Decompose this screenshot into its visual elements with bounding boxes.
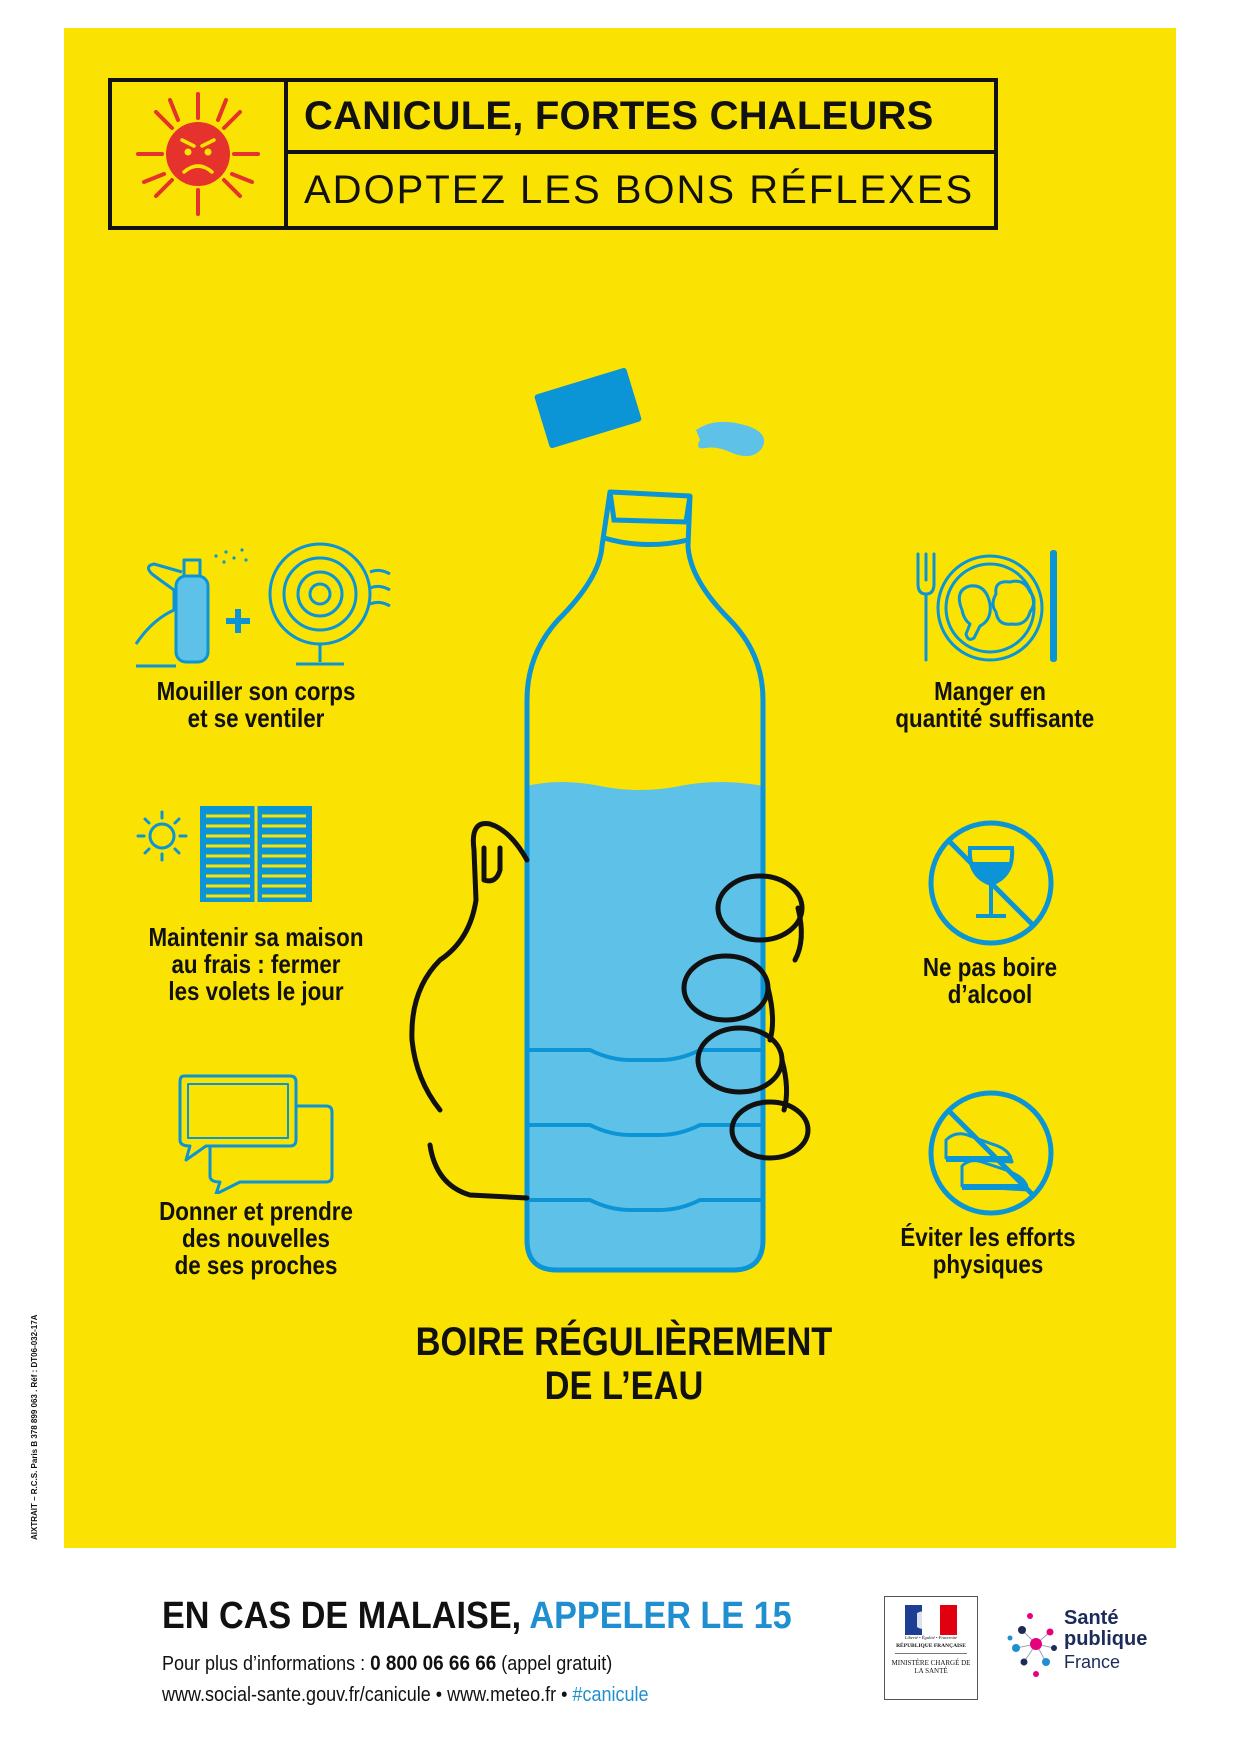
info-urls-line [162, 1684, 648, 1707]
molecule-dots-icon [1006, 1608, 1062, 1688]
marianne-flag-icon [905, 1605, 957, 1635]
ministry-logo: Liberté • Égalité • Fraternité RÉPUBLIQUE FRANÇAISE MINISTÈRE CHARGÉ DE LA SANTÉ [884, 1596, 978, 1700]
tip-label-news: Donner et prendre des nouvelles de ses proches [159, 1196, 353, 1280]
spray-and-fan-icon [134, 540, 394, 670]
bottle-cap-icon [534, 367, 642, 449]
tip-label-eat: Manger en quantité suffisante [895, 676, 1095, 733]
no-sneakers-icon [926, 1088, 1056, 1218]
sun-and-shutters-icon [126, 800, 316, 906]
header-subtitle: ADOPTEZ LES BONS RÉFLEXES [304, 167, 975, 212]
water-droplet-icon [696, 422, 764, 456]
tip-label-no-effort: Éviter les efforts physiques [900, 1222, 1076, 1279]
plate-and-cutlery-icon [914, 550, 1064, 664]
info-phone-number: 0 800 06 66 66 [370, 1652, 497, 1675]
main-tip-drink-water: BOIRE RÉGULIÈREMENT DE L’EAU [415, 1320, 833, 1408]
emergency-number-highlight: APPELER LE 15 [529, 1595, 792, 1637]
header-title: CANICULE, FORTES CHALEURS [288, 82, 994, 154]
hashtag: #canicule [572, 1684, 649, 1706]
info-phone-line: Pour plus d’informations : 0 800 06 66 66 (appel gratuit) [162, 1652, 613, 1675]
info-urls: www.social-sante.gouv.fr/canicule • www.meteo.fr • [162, 1684, 573, 1706]
no-wine-glass-icon [926, 818, 1056, 948]
legal-reference: AIXTRAIT – R.C.S. Paris B 378 899 063 . Réf : DT06-032-17A [30, 1314, 39, 1540]
tip-label-cool-house: Maintenir sa maison au frais : fermer les volets le jour [148, 922, 364, 1006]
tip-label-no-alcohol: Ne pas boire d’alcool [922, 952, 1058, 1009]
tip-label-cool-body: Mouiller son corps et se ventiler [156, 676, 356, 733]
sante-publique-france-logo: Santé publique France [1006, 1604, 1156, 1694]
emergency-call-line: EN CAS DE MALAISE, APPELER LE 15 [162, 1595, 792, 1637]
speech-bubbles-icon [176, 1070, 336, 1194]
